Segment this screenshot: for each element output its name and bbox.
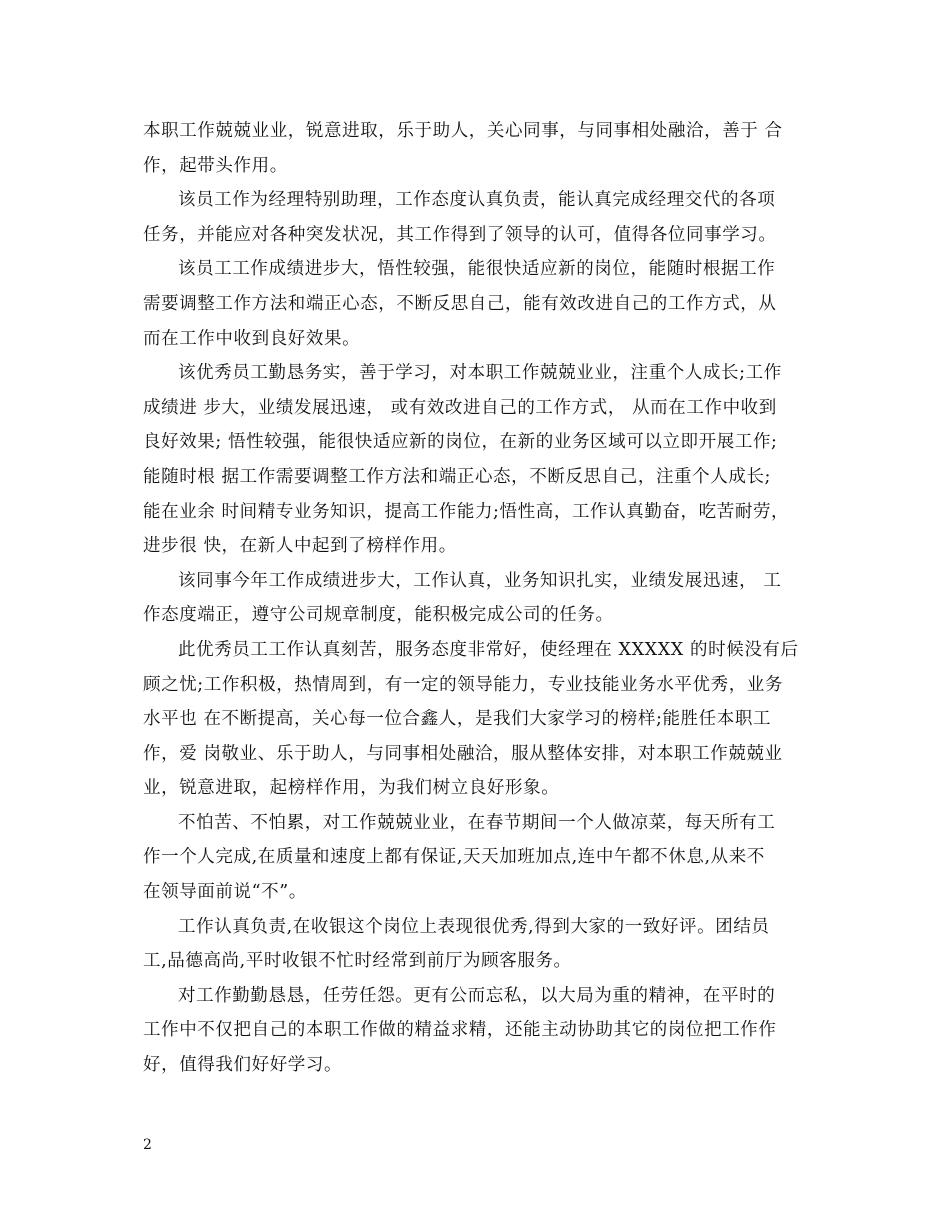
paragraph-line: 该员工工作成绩进步大，悟性较强，能很快适应新的岗位，能随时根据工作 [178, 259, 776, 280]
paragraph-4 [143, 356, 811, 564]
paragraph-line: 业，锐意进取，起榜样作用，为我们树立良好形象。 [143, 778, 560, 799]
document-body [143, 114, 811, 1083]
paragraph-7 [143, 806, 811, 910]
paragraph-line: 此优秀员工工作认真刻苦，服务态度非常好，使经理在 XXXXX 的时候没有后 [178, 639, 799, 660]
paragraph-line: 水平也 在不断提高，关心每一位合鑫人，是我们大家学习的榜样;能胜任本职工 [143, 709, 772, 730]
paragraph-8 [143, 910, 811, 979]
paragraph-line: 作，爱 岗敬业、乐于助人，与同事相处融洽，服从整体安排，对本职工作兢兢业 [143, 743, 783, 764]
paragraph-line: 而在工作中收到良好效果。 [143, 328, 361, 349]
paragraph-line: 进步很 快，在新人中起到了榜样作用。 [143, 536, 457, 557]
paragraph-line: 该员工作为经理特别助理，工作态度认真负责，能认真完成经理交代的各项 [178, 190, 776, 211]
paragraph-6 [143, 633, 811, 806]
paragraph-9 [143, 979, 811, 1083]
paragraph-line: 顾之忧;工作积极，热情周到，有一定的领导能力，专业技能业务水平优秀，业务 [143, 674, 783, 695]
paragraph-line: 能随时根 据工作需要调整工作方法和端正心态，不断反思自己，注重个人成长; [143, 466, 772, 487]
paragraph-line: 工作认真负责,在收银这个岗位上表现很优秀,得到大家的一致好评。团结员 [178, 916, 770, 937]
paragraph-line: 该优秀员工勤恳务实，善于学习，对本职工作兢兢业业，注重个人成长;工作 [178, 363, 782, 384]
paragraph-line: 作，起带头作用。 [143, 155, 288, 176]
paragraph-line: 不怕苦、不怕累，对工作兢兢业业，在春节期间一个人做凉菜，每天所有工 [178, 812, 776, 833]
page-number: 2 [143, 1137, 152, 1153]
paragraph-line: 作态度端正，遵守公司规章制度，能积极完成公司的任务。 [143, 605, 614, 626]
paragraph-2 [143, 183, 811, 252]
paragraph-line: 任务，并能应对各种突发状况，其工作得到了领导的认可，值得各位同事学习。 [143, 224, 777, 245]
paragraph-line: 成绩进 步大，业绩发展迅速， 或有效改进自己的工作方式， 从而在工作中收到 [143, 397, 777, 418]
paragraph-line: 在领导面前说“不”。 [143, 882, 307, 903]
paragraph-line: 本职工作兢兢业业，锐意进取，乐于助人，关心同事，与同事相处融洽，善于 合 [143, 121, 783, 141]
paragraph-line: 良好效果; 悟性较强，能很快适应新的岗位，在新的业务区域可以立即开展工作; [143, 432, 778, 453]
paragraph-line: 该同事今年工作成绩进步大，工作认真，业务知识扎实，业绩发展迅速， 工 [178, 570, 782, 591]
paragraph-line: 能在业余 时间精专业务知识，提高工作能力;悟性高，工作认真勤奋，吃苦耐劳， [143, 501, 790, 522]
paragraph-1 [143, 114, 811, 183]
paragraph-line: 对工作勤勤恳恳，任劳任怨。更有公而忘私，以大局为重的精神，在平时的 [178, 985, 776, 1006]
paragraph-3 [143, 252, 811, 356]
paragraph-line: 工,品德高尚,平时收银不忙时经常到前厅为顾客服务。 [143, 951, 572, 972]
paragraph-line: 需要调整工作方法和端正心态，不断反思自己，能有效改进自己的工作方式，从 [143, 293, 777, 314]
paragraph-line: 工作中不仅把自己的本职工作做的精益求精，还能主动协助其它的岗位把工作作 [143, 1020, 777, 1041]
paragraph-line: 作一个人完成,在质量和速度上都有保证,天天加班加点,连中午都不休息,从来不 [143, 847, 765, 868]
paragraph-5 [143, 564, 811, 633]
paragraph-line: 好，值得我们好好学习。 [143, 1055, 343, 1076]
